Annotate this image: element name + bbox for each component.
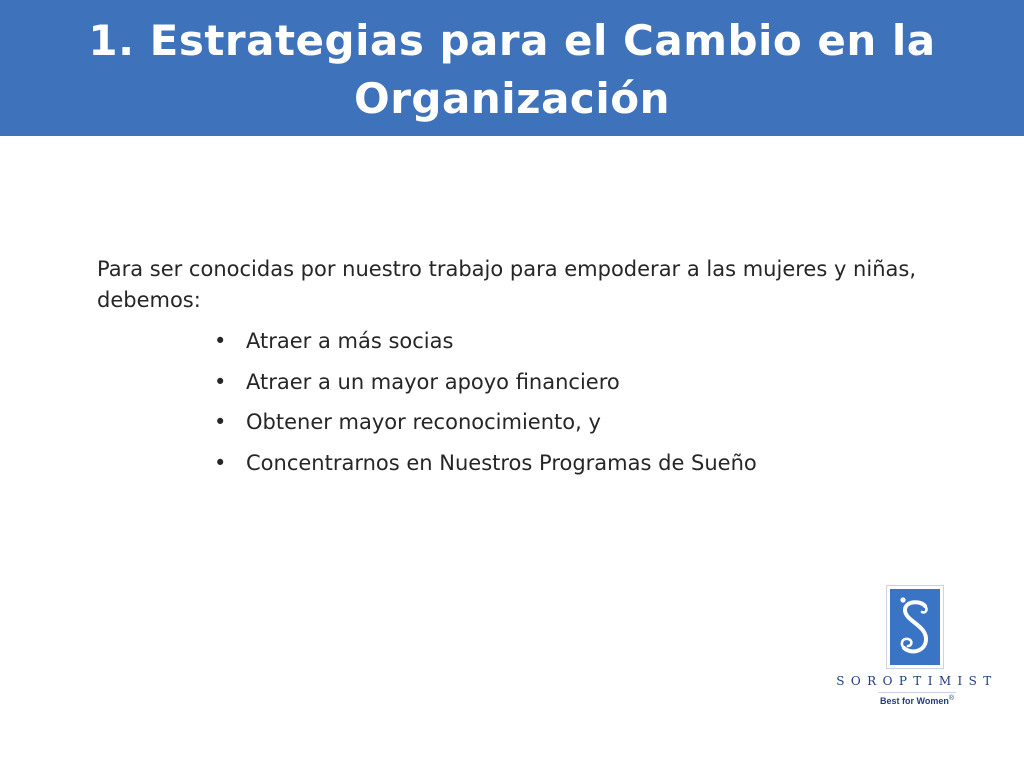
soroptimist-logo xyxy=(836,585,998,715)
bullet-icon: • xyxy=(214,329,227,353)
intro-paragraph: Para ser conocidas por nuestro trabajo para empoderar a las mujeres y niñas, debemos: xyxy=(97,257,916,312)
slide-title: 1. Estrategias para el Cambio en la Organización xyxy=(88,16,936,123)
logo-wordmark: SOROPTIMIST xyxy=(836,674,998,688)
soroptimist-s-icon xyxy=(886,585,944,669)
bullet-item xyxy=(97,448,917,479)
s-emblem-icon xyxy=(890,589,940,665)
bullet-text: Atraer a un mayor apoyo financiero xyxy=(246,369,620,394)
bullet-list xyxy=(97,326,917,479)
bullet-text: Atraer a más socias xyxy=(246,329,454,353)
bullet-item xyxy=(97,407,917,438)
logo-tagline xyxy=(836,695,998,706)
registered-mark: ® xyxy=(948,695,954,702)
bullet-item xyxy=(97,367,917,398)
bullet-icon: • xyxy=(214,450,227,475)
bullet-text: Obtener mayor reconocimiento, y xyxy=(246,410,601,434)
bullet-item xyxy=(97,326,917,357)
bullet-icon: • xyxy=(214,410,227,434)
slide-body xyxy=(97,254,917,488)
logo-divider xyxy=(878,692,956,693)
bullet-icon: • xyxy=(214,369,227,394)
logo-tagline-text: Best for Women xyxy=(879,696,949,706)
bullet-text: Concentrarnos en Nuestros Programas de Sueño xyxy=(246,450,757,475)
title-bar xyxy=(0,0,1024,136)
